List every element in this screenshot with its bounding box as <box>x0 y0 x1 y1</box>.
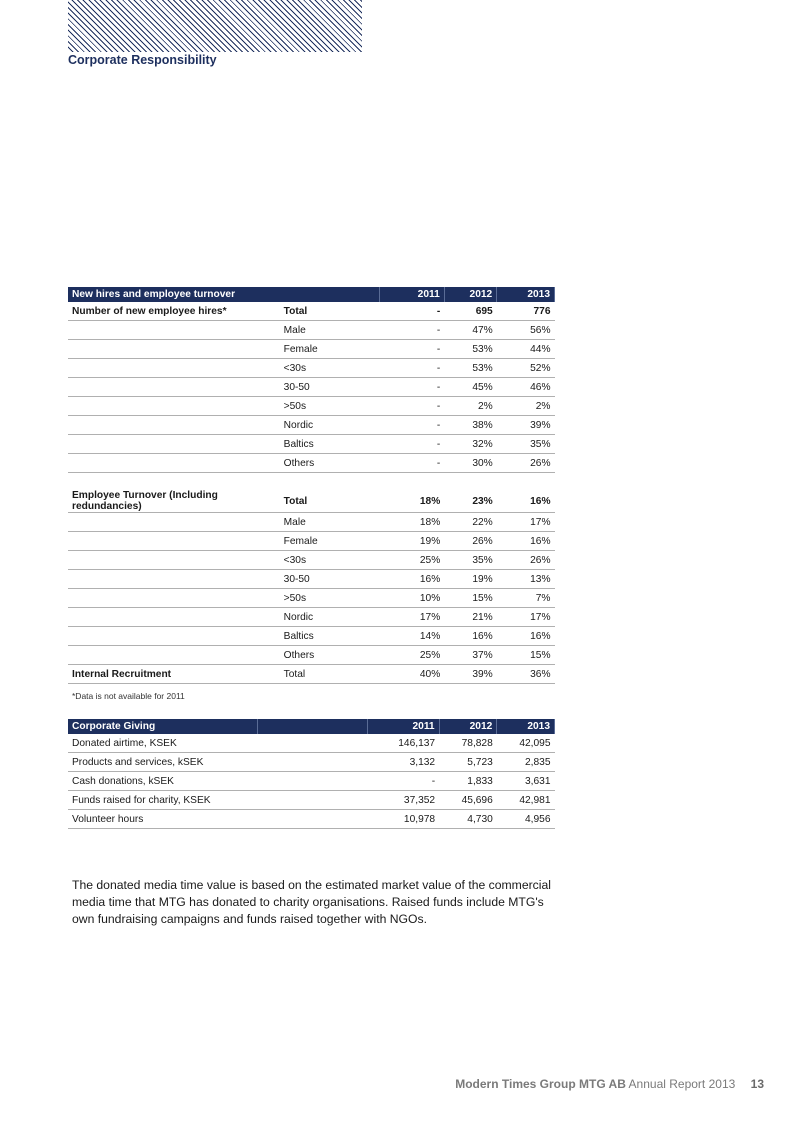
row-sublabel: Total <box>280 665 380 684</box>
year-header: 2012 <box>439 719 497 734</box>
cell-value: - <box>380 435 444 454</box>
row-sublabel: Baltics <box>280 435 380 454</box>
cell-value: 47% <box>444 321 496 340</box>
row-sublabel: Baltics <box>280 627 380 646</box>
cell-value: 39% <box>497 416 555 435</box>
cell-value: 10% <box>380 589 444 608</box>
table-row <box>68 753 555 772</box>
cell-value: - <box>380 340 444 359</box>
page-footer <box>455 1077 764 1091</box>
row-sublabel: 30-50 <box>280 570 380 589</box>
cell-value: 46% <box>497 378 555 397</box>
cell-value: 18% <box>380 513 444 532</box>
row-sublabel: Total <box>280 302 380 321</box>
table-row <box>68 791 555 810</box>
cell-value: 16% <box>497 490 555 513</box>
cell-value: - <box>367 772 439 791</box>
cell-value: 16% <box>380 570 444 589</box>
table-footnote: *Data is not available for 2011 <box>72 691 185 701</box>
row-sublabel: Nordic <box>280 416 380 435</box>
cell-value: 2% <box>444 397 496 416</box>
table-row <box>68 378 555 397</box>
page-number: 13 <box>750 1077 764 1091</box>
cell-value: 17% <box>497 513 555 532</box>
cell-value: 35% <box>444 551 496 570</box>
cell-value: 25% <box>380 646 444 665</box>
cell-value: 695 <box>444 302 496 321</box>
cell-value: 38% <box>444 416 496 435</box>
cell-value: 3,132 <box>367 753 439 772</box>
row-label: Volunteer hours <box>68 810 367 829</box>
year-header: 2013 <box>497 719 555 734</box>
cell-value: 16% <box>444 627 496 646</box>
row-sublabel: <30s <box>280 359 380 378</box>
year-header: 2012 <box>444 287 496 302</box>
cell-value: 26% <box>497 551 555 570</box>
cell-value: 30% <box>444 454 496 473</box>
section-title: Corporate Responsibility <box>68 53 217 67</box>
row-sublabel: Total <box>280 490 380 513</box>
cell-value: 35% <box>497 435 555 454</box>
cell-value: 32% <box>444 435 496 454</box>
row-label: Cash donations, kSEK <box>68 772 367 791</box>
row-sublabel: >50s <box>280 397 380 416</box>
cell-value: 53% <box>444 359 496 378</box>
year-header: 2011 <box>380 287 444 302</box>
cell-value: 45,696 <box>439 791 497 810</box>
cell-value: 4,956 <box>497 810 555 829</box>
table-row <box>68 302 555 321</box>
cell-value: 10,978 <box>367 810 439 829</box>
cell-value: 4,730 <box>439 810 497 829</box>
row-sublabel: >50s <box>280 589 380 608</box>
table-row <box>68 608 555 627</box>
cell-value: 56% <box>497 321 555 340</box>
cell-value: 26% <box>497 454 555 473</box>
footer-company: Modern Times Group MTG AB <box>455 1077 626 1091</box>
cell-value: 2% <box>497 397 555 416</box>
row-sublabel: Others <box>280 646 380 665</box>
cell-value: 22% <box>444 513 496 532</box>
row-sublabel: <30s <box>280 551 380 570</box>
cell-value: 37% <box>444 646 496 665</box>
row-sublabel: Others <box>280 454 380 473</box>
table-header-row <box>68 287 555 302</box>
table-row <box>68 532 555 551</box>
cell-value: 40% <box>380 665 444 684</box>
cell-value: 53% <box>444 340 496 359</box>
cell-value: 23% <box>444 490 496 513</box>
row-sublabel: Male <box>280 513 380 532</box>
table-row <box>68 665 555 684</box>
table-row <box>68 454 555 473</box>
row-label: Donated airtime, KSEK <box>68 734 367 753</box>
cell-value: - <box>380 359 444 378</box>
cell-value: 17% <box>380 608 444 627</box>
footer-report: Annual Report 2013 <box>628 1077 736 1091</box>
cell-value: 44% <box>497 340 555 359</box>
cell-value: - <box>380 302 444 321</box>
table-row <box>68 490 555 513</box>
cell-value: 42,095 <box>497 734 555 753</box>
cell-value: 5,723 <box>439 753 497 772</box>
cell-value: 17% <box>497 608 555 627</box>
year-header: 2013 <box>497 287 555 302</box>
table-row <box>68 435 555 454</box>
cell-value: 16% <box>497 532 555 551</box>
cell-value: 37,352 <box>367 791 439 810</box>
table-row <box>68 513 555 532</box>
table-row <box>68 810 555 829</box>
table-row <box>68 646 555 665</box>
cell-value: 19% <box>380 532 444 551</box>
cell-value: 52% <box>497 359 555 378</box>
cell-value: 776 <box>497 302 555 321</box>
cell-value: 146,137 <box>367 734 439 753</box>
row-label: Internal Recruitment <box>68 665 280 684</box>
table-row <box>68 397 555 416</box>
body-paragraph: The donated media time value is based on the estimated market value of the commercial media time that MTG has donated to charity organisations. Raised funds include MTG's own fundraising campaigns and funds raised together with NGOs. <box>72 878 551 927</box>
table-row <box>68 627 555 646</box>
corporate-giving-table <box>68 719 555 829</box>
cell-value: - <box>380 454 444 473</box>
table-row <box>68 589 555 608</box>
cell-value: 19% <box>444 570 496 589</box>
row-label: Products and services, kSEK <box>68 753 367 772</box>
cell-value: 25% <box>380 551 444 570</box>
row-label: Funds raised for charity, KSEK <box>68 791 367 810</box>
cell-value: 13% <box>497 570 555 589</box>
hires-turnover-table <box>68 287 555 684</box>
table-row <box>68 772 555 791</box>
row-sublabel: Male <box>280 321 380 340</box>
table-row <box>68 570 555 589</box>
row-sublabel: 30-50 <box>280 378 380 397</box>
cell-value: - <box>380 416 444 435</box>
cell-value: - <box>380 378 444 397</box>
cell-value: 39% <box>444 665 496 684</box>
table-header-row <box>68 719 555 734</box>
row-label: Employee Turnover (Including redundancies) <box>68 490 280 513</box>
header-hatch-pattern <box>68 0 362 52</box>
table-title: New hires and employee turnover <box>68 287 280 302</box>
table-row <box>68 359 555 378</box>
cell-value: - <box>380 321 444 340</box>
cell-value: 18% <box>380 490 444 513</box>
cell-value: 42,981 <box>497 791 555 810</box>
cell-value: - <box>380 397 444 416</box>
row-sublabel: Female <box>280 532 380 551</box>
cell-value: 15% <box>497 646 555 665</box>
cell-value: 45% <box>444 378 496 397</box>
cell-value: 15% <box>444 589 496 608</box>
cell-value: 1,833 <box>439 772 497 791</box>
table-row <box>68 734 555 753</box>
row-sublabel: Female <box>280 340 380 359</box>
cell-value: 2,835 <box>497 753 555 772</box>
table-spacer-row <box>68 473 555 491</box>
table-row <box>68 416 555 435</box>
table-title: Corporate Giving <box>68 719 257 734</box>
cell-value: 14% <box>380 627 444 646</box>
cell-value: 36% <box>497 665 555 684</box>
year-header: 2011 <box>367 719 439 734</box>
table-row <box>68 321 555 340</box>
row-sublabel: Nordic <box>280 608 380 627</box>
row-label: Number of new employee hires* <box>68 302 280 321</box>
table-row <box>68 551 555 570</box>
cell-value: 26% <box>444 532 496 551</box>
table-row <box>68 340 555 359</box>
cell-value: 3,631 <box>497 772 555 791</box>
cell-value: 16% <box>497 627 555 646</box>
cell-value: 7% <box>497 589 555 608</box>
cell-value: 78,828 <box>439 734 497 753</box>
cell-value: 21% <box>444 608 496 627</box>
